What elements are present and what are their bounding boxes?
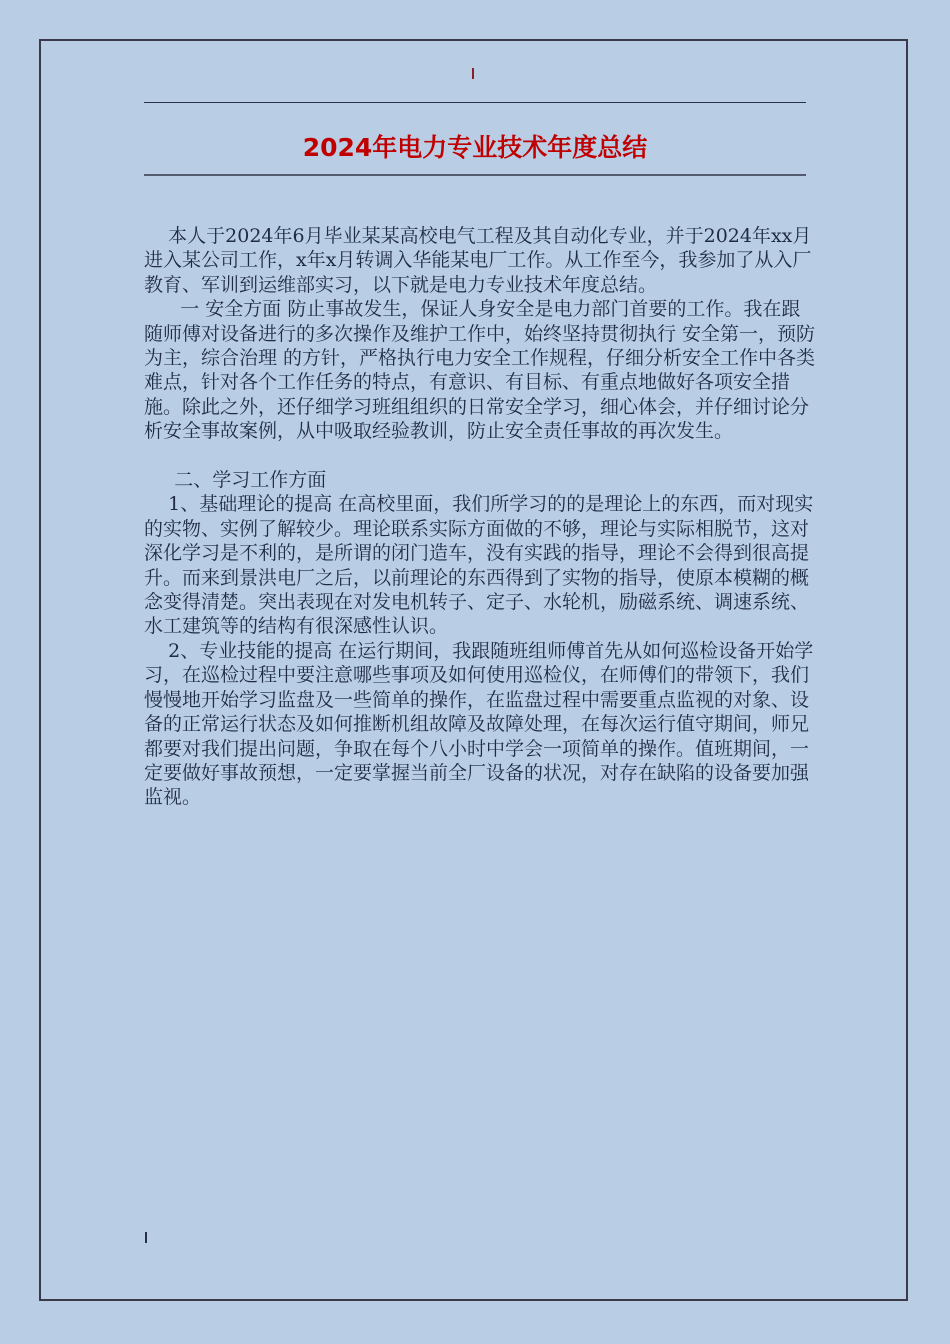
title-rule [144, 174, 806, 176]
paragraph-skills: 2、专业技能的提高 在运行期间，我跟随班组师傅首先从如何巡检设备开始学习，在巡检过程中要注意哪些事项及如何使用巡检仪，在师傅们的带领下，我们慢慢地开始学习监盘及一些简单的操作，在监盘过程中需要重点监视的对象、设备的正常运行状态及如何推断机组故障及故障处理，在每次运行值守期间，师兄都要对我们提出问题，争取在每个八小时中学会一项简单的操作。值班期间，一定要做好事故预想，一定要掌握当前全厂设备的状况，对存在缺陷的设备要加强监视。 [144, 639, 814, 809]
section-heading-study: 二、学习工作方面 [144, 469, 327, 492]
footer-mark [145, 1232, 147, 1243]
paragraph-safety: 一 安全方面 防止事故发生，保证人身安全是电力部门首要的工作。我在跟随师傅对设备进行的多次操作及维护工作中，始终坚持贯彻执行 安全第一，预防为主，综合治理 的方针，严格执行电力安全工作规程，仔细分析安全工作中各类难点，针对各个工作任务的特点，有意识、有目标、有重点地做好各项安全措施。除此之外，还仔细学习班组组织的日常安全学习，细心体会，并仔细讨论分析安全事故案例，从中吸取经验教训，防止安全责任事故的再次发生。 [144, 298, 816, 443]
header-mark [472, 68, 474, 79]
document-body [144, 224, 819, 810]
paragraph-theory: 1、基础理论的提高 在高校里面，我们所学习的的是理论上的东西，而对现实的实物、实例了解较少。理论联系实际方面做的不够，理论与实际相脱节，这对深化学习是不利的，是所谓的闭门造车，没有实践的指导，理论不会得到很高提升。而来到景洪电厂之后，以前理论的东西得到了实物的指导，使原本模糊的概念变得清楚。突出表现在对发电机转子、定子、水轮机，励磁系统、调速系统、水工建筑等的结构有很深感性认识。 [144, 493, 814, 638]
paragraph-gap [144, 444, 819, 468]
document-title: 2024年电力专业技术年度总结 [302, 133, 648, 162]
header-rule [144, 102, 806, 103]
paragraph-intro: 本人于2024年6月毕业某某高校电气工程及其自动化专业，并于2024年xx月进入某公司工作，x年x月转调入华能某电厂工作。从工作至今，我参加了从入厂教育、军训到运维部实习，以下就是电力专业技术年度总结。 [144, 225, 812, 296]
